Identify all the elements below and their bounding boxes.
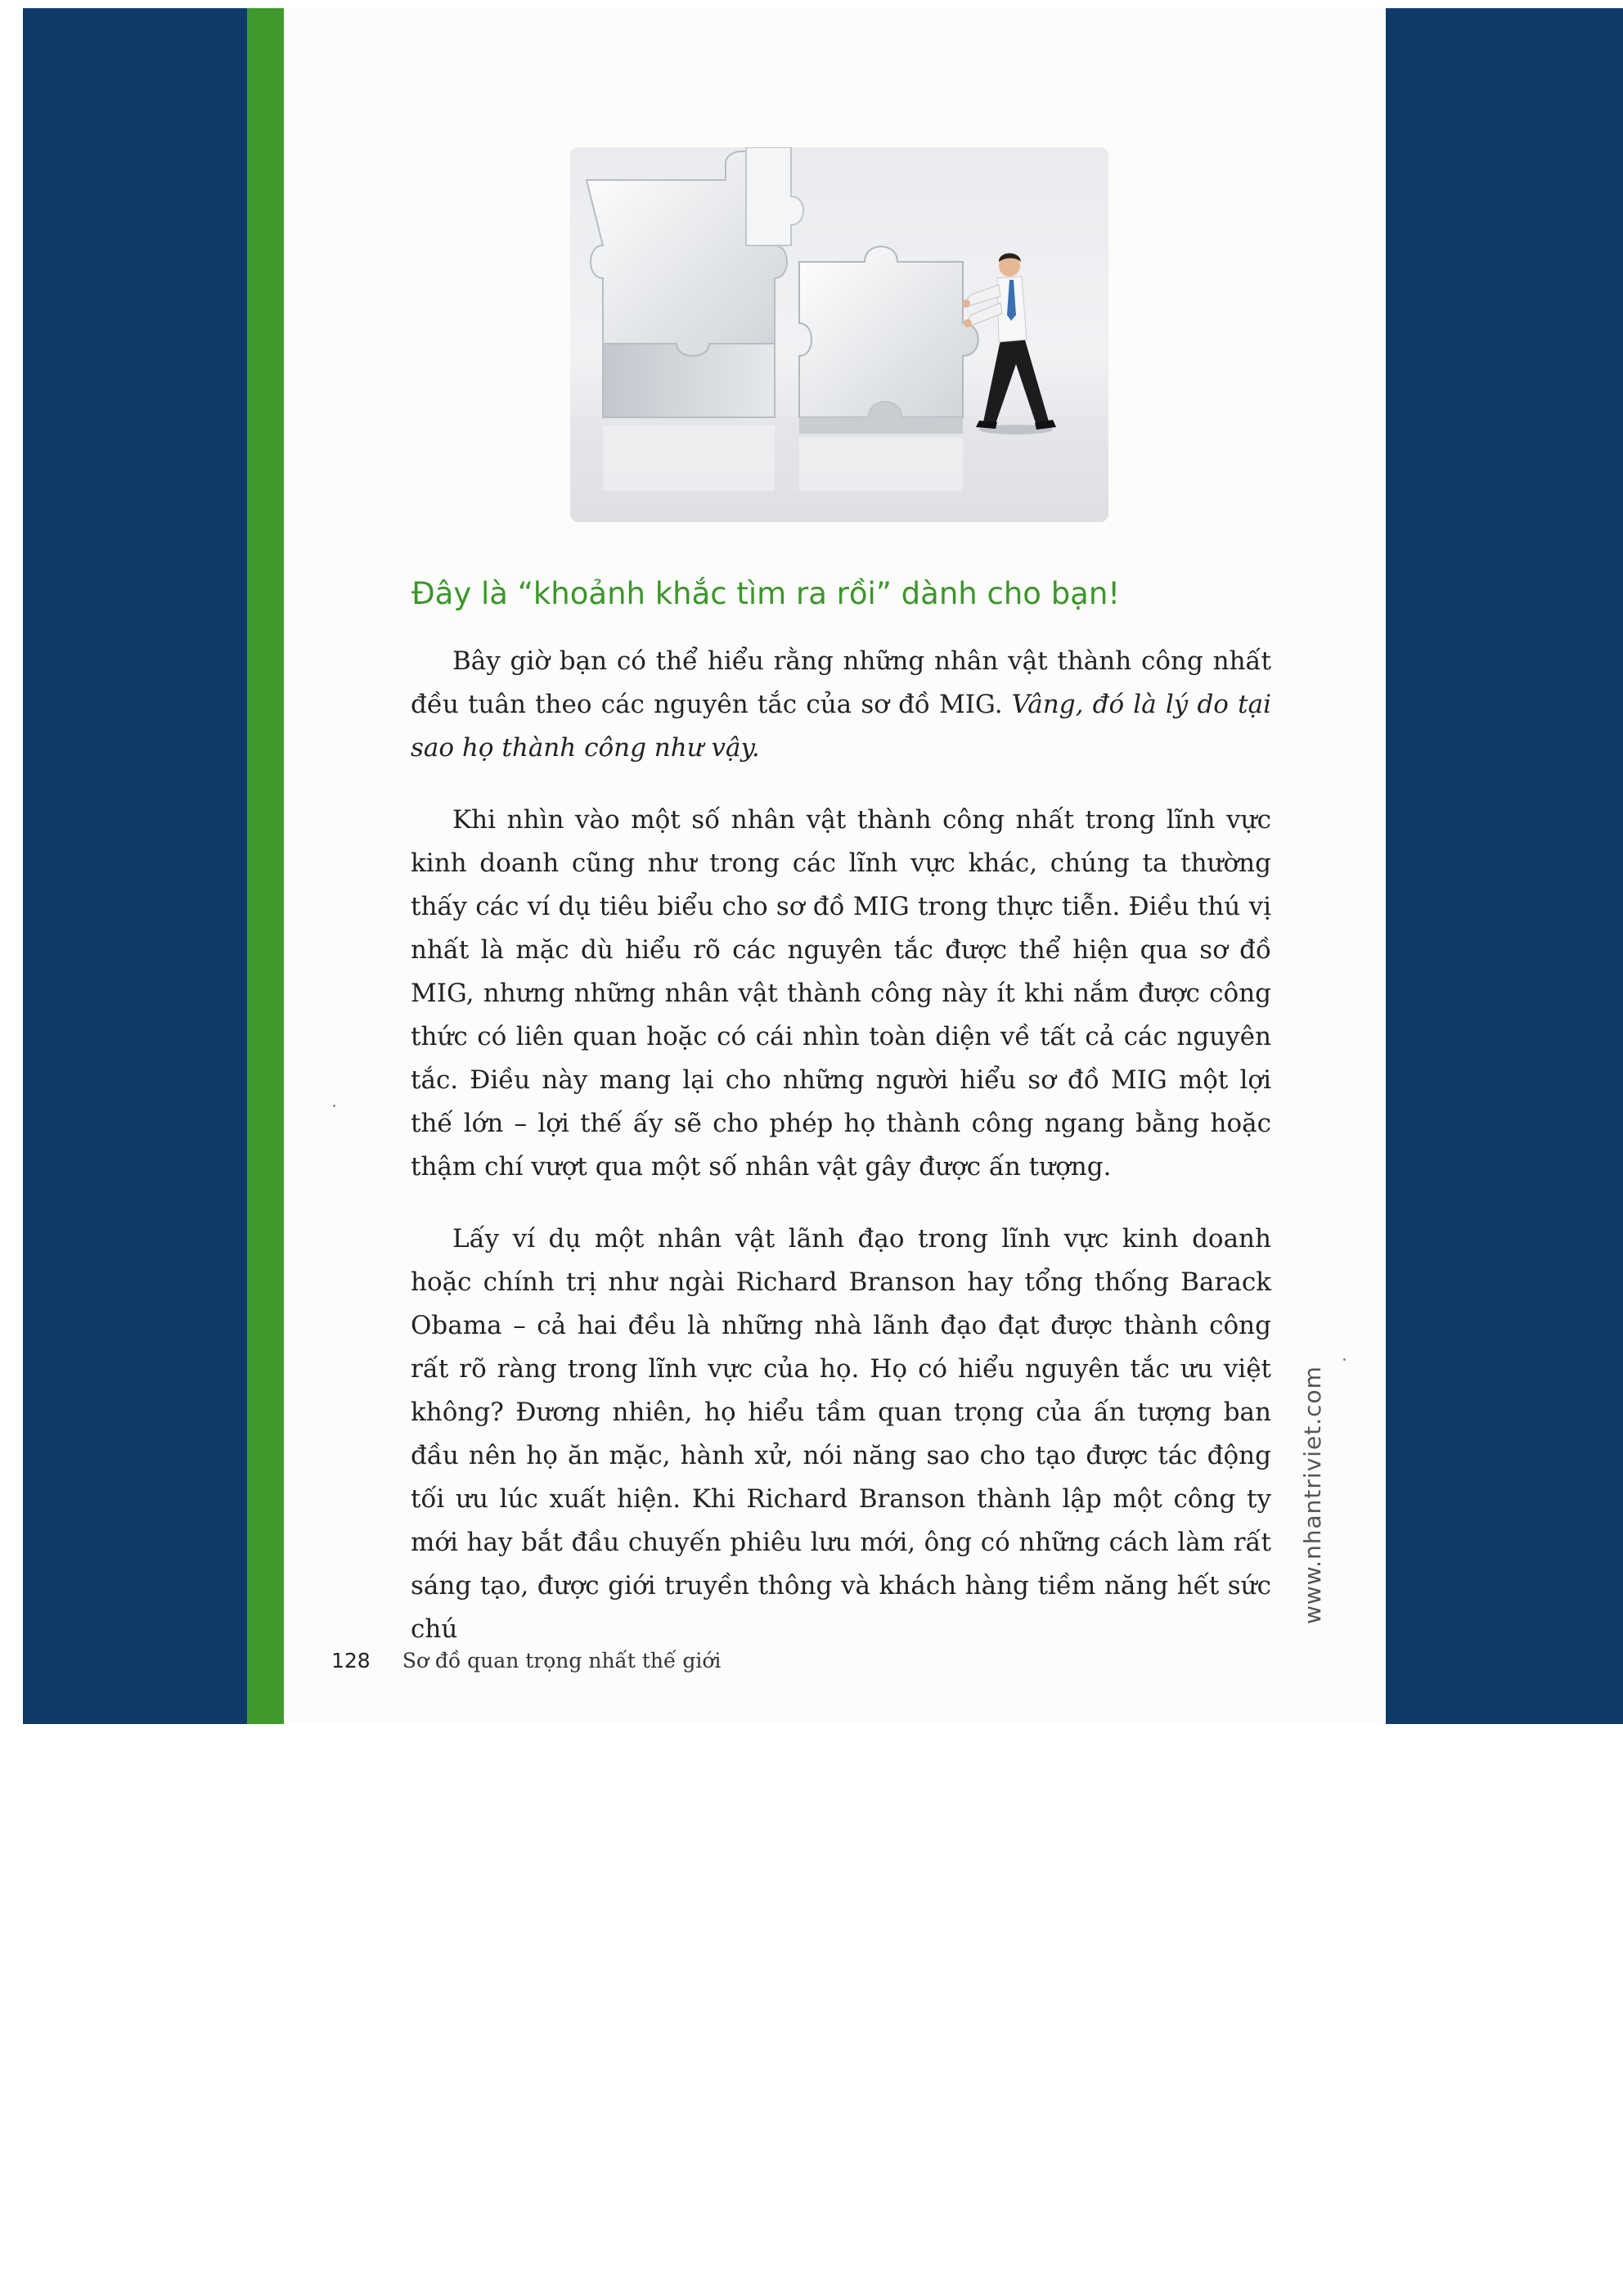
book-page <box>284 8 1386 1724</box>
paragraph-2: Khi nhìn vào một số nhân vật thành công nhất trong lĩnh vực kinh doanh cũng như trong các lĩnh vực khác, chúng ta thường thấy các ví dụ tiêu biểu cho sơ đồ MIG trong thực tiễn. Điều thú vị nhất là mặc dù hiểu rõ các nguyên tắc được thể hiện qua sơ đồ MIG, nhưng những nhân vật thành công này ít khi nắm được công thức có liên quan hoặc có cái nhìn toàn diện về tất cả các nguyên tắc. Điều này mang lại cho những người hiểu sơ đồ MIG một lợi thế lớn – lợi thế ấy sẽ cho phép họ thành công ngang bằng hoặc thậm chí vượt qua một số nhân vật gây được ấn tượng. <box>411 805 1271 1182</box>
publisher-website: www.nhantriviet.com <box>1299 1366 1326 1624</box>
puzzle-illustration <box>570 147 1108 522</box>
puzzle-businessman-icon <box>570 147 1108 522</box>
scan-speck <box>333 1105 335 1107</box>
paragraph-3: Lấy ví dụ một nhân vật lãnh đạo trong lĩnh vực kinh doanh hoặc chính trị như ngài Richard Branson hay tổng thống Barack Obama – cả hai đều là những nhà lãnh đạo đạt được thành công rất rõ ràng trong lĩnh vực của họ. Họ có hiểu nguyên tắc ưu việt không? Đương nhiên, họ hiểu tầm quan trọng của ấn tượng ban đầu nên họ ăn mặc, hành xử, nói năng sao cho tạo được tác động tối ưu lúc xuất hiện. Khi Richard Branson thành lập một công ty mới hay bắt đầu chuyến phiêu lưu mới, ông có những cách làm rất sáng tạo, được giới truyền thông và khách hàng tiềm năng hết sức chú <box>411 1224 1271 1644</box>
page-number: 128 <box>331 1649 371 1672</box>
paragraph-1 <box>411 640 1271 770</box>
section-heading: Đây là “khoảnh khắc tìm ra rồi” dành cho bạn! <box>411 576 1121 611</box>
paragraph-1-italic: Vâng, đó là lý do tại sao họ thành công như vậy. <box>411 690 1271 763</box>
running-title: Sơ đồ quan trọng nhất thế giới <box>402 1649 722 1672</box>
body-text <box>411 640 1271 1680</box>
page-footer <box>331 1649 721 1672</box>
scan-speck <box>1343 1358 1346 1361</box>
paragraph-1-text: Bây giờ bạn có thể hiểu rằng những nhân vật thành công nhất đều tuân theo các nguyên tắc của sơ đồ MIG. <box>411 646 1271 719</box>
green-margin-strip <box>247 8 284 1724</box>
